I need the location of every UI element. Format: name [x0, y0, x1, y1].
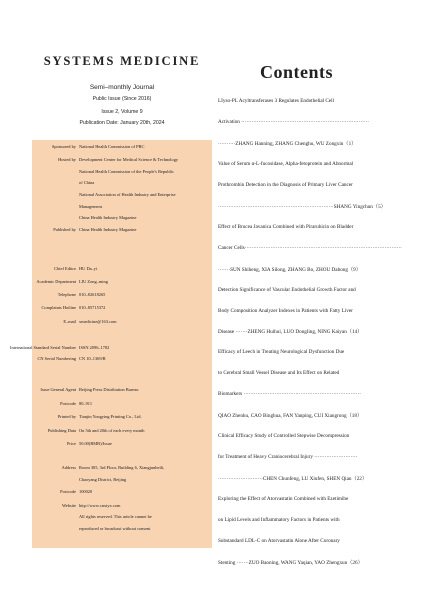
info-label: Issue General Agent — [40, 387, 76, 392]
info-value-line: Room 305, 3rd Floor, Building 6, Xiangjunbeili, — [79, 465, 165, 470]
info-value — [79, 414, 209, 420]
info-label: Postcode — [60, 489, 76, 494]
info-label: Printed by — [57, 414, 76, 419]
info-value — [79, 279, 209, 285]
rights-line: All rights reserved. This article cannot be — [79, 514, 152, 519]
info-label: Hosted by — [58, 157, 76, 162]
toc-line: Disease ·······ZHENG Huihui, LUO Dongling, NING Kaiyan（14） — [218, 329, 363, 336]
info-label: Complaints Hotline — [41, 305, 76, 310]
info-value — [79, 319, 209, 325]
info-value-line: ISSN 2096–1782 — [79, 345, 110, 350]
info-value-line: http://www.cnxtyx.com — [79, 503, 121, 508]
info-value-line: xmedicine@163.com — [79, 319, 117, 324]
toc-line: Biomarkers ···································································· — [218, 391, 361, 398]
info-label: Postcode — [60, 401, 76, 406]
toc-line: Exploring the Effect of Atorvastatin Combined with Ezetimibe — [218, 496, 349, 503]
info-value — [79, 345, 209, 351]
rights-notice — [79, 511, 209, 535]
info-value-line: 80–911 — [79, 401, 93, 406]
info-value-line: Management — [79, 203, 102, 209]
toc-line: QIAO Zhenhu, CAO Binghua, FAN Yanping, CUI Xiangrong（18） — [218, 413, 363, 420]
toc-line: LIyso-PL Acyltransferases 3 Regulates Endothelial Cell — [218, 98, 335, 104]
info-label: Academic Department — [36, 279, 76, 284]
info-value-line: 100020 — [79, 489, 93, 494]
info-value-line: 50.00(RMB)/Issue — [79, 441, 112, 446]
journal-frequency: Semi–monthly Journal — [89, 84, 155, 91]
toc-line: Substandard LDL-C on Atorvastatin Alone After Coronary — [218, 537, 340, 544]
toc-line: ···································································SHANG Yingchun（5） — [218, 203, 386, 210]
info-value — [79, 266, 209, 272]
issue-volume: Issue 2, Volume 9 — [101, 109, 143, 115]
info-label: Publishing Data — [47, 428, 76, 433]
publication-date: Publication Date: January 20th, 2024 — [79, 120, 165, 126]
toc-line: on Lipid Levels and Inflammatory Factors in Patients with — [218, 517, 340, 523]
info-value-line: Tianjin Yongying Printing Co., Ltd. — [79, 414, 142, 419]
journal-title: SYSTEMS MEDICINE — [43, 54, 201, 68]
info-value-line: Chaoyang District, Beijing — [79, 477, 127, 482]
info-label: Price — [66, 441, 76, 446]
info-value-line: CN 10–1369/R — [79, 356, 106, 361]
info-value-line: China Health Industry Magazine — [79, 227, 137, 232]
info-value-line: On 5th and 20th of each every month — [79, 428, 145, 433]
info-value — [79, 144, 209, 150]
info-value-line: 010–85715372 — [79, 305, 106, 310]
info-value — [79, 227, 209, 233]
toc-line: Body Composition Analyzer Indexes in Patients with Fatty Liver — [218, 307, 353, 314]
info-value — [79, 157, 209, 227]
info-value-line: National Association of Health Industry and Enterprise — [79, 192, 176, 198]
info-value — [79, 401, 209, 407]
contents-title: Contents — [260, 62, 334, 82]
info-value-line: National Health Commission of the People's Republic — [79, 168, 174, 174]
info-value — [79, 465, 209, 489]
toc-line: Value of Serum α-L-fucosidase, Alpha-fetoprotein and Abnormal — [218, 160, 354, 167]
toc-line: Prothrombin Detection in the Diagnosis of Primary Liver Cancer — [218, 181, 353, 188]
info-value-line: 010–82618265 — [79, 292, 106, 297]
info-value — [79, 292, 209, 298]
public-issue: Public Issue (Since 2016) — [92, 96, 152, 102]
rights-line: reproduced or broadcast without consent — [79, 526, 151, 531]
publication-info-box — [10, 140, 212, 548]
toc-line: Cancer Cells··························································································· — [218, 244, 402, 251]
info-value-line: Development Center for Medical Science & Technology — [79, 157, 179, 162]
toc-line: to Cerebral Small Vessel Disease and Its Effect on Related — [218, 370, 340, 377]
info-value — [79, 441, 209, 447]
info-label: CN Serial Numbering — [37, 356, 76, 361]
info-value-line: HU Da–yi — [79, 266, 98, 271]
info-label: Chief Editor — [54, 266, 76, 271]
toc-line: Effect of Brucea Javanica Combined with Pirarubicin on Bladder — [218, 223, 354, 230]
info-value — [79, 356, 209, 362]
info-label: Address — [61, 465, 76, 470]
info-value — [79, 305, 209, 311]
info-value-line: Beijing Press Distribution Bureau — [79, 387, 139, 392]
info-value — [79, 428, 209, 434]
info-value — [79, 387, 209, 393]
toc-line: ··························CHEN Chunfeng, LU Xiufen, SHEN Qian（22） — [218, 476, 368, 483]
info-label: Sponsored by — [51, 144, 76, 149]
info-value — [79, 489, 209, 495]
toc-line: Stenting ·······ZUO Baoning, WANG Yaqian, YAO Zhengxun（26） — [218, 559, 363, 566]
info-label: Telephone — [57, 292, 76, 297]
info-label: E–mail — [63, 319, 76, 324]
info-label: Published by — [53, 227, 76, 232]
toc-line: Clinical Efficacy Study of Controlled Stepwise Decompression — [218, 433, 350, 440]
toc-line: Activation ·········································································· — [218, 118, 370, 125]
toc-line: ··········ZHANG Hanning, ZHANG Chenghu, WU Zongxin（1） — [218, 140, 357, 147]
info-value — [79, 503, 209, 509]
info-label: International Standard Serial Number — [10, 345, 76, 350]
info-label: Website — [61, 503, 76, 508]
info-value-line: LIU Zong–ming — [79, 279, 108, 284]
toc-line: Detection Significance of Vascular Endothelial Growth Factor and — [218, 286, 356, 293]
info-value-line: of China — [79, 180, 95, 186]
toc-line: for Treatment of Heavy Craniocerebral Injury ························· — [218, 454, 358, 461]
info-value-line: China Health Industry Magazine — [79, 215, 137, 221]
toc-line: ·······SUN Shiheng, XIA Silong, ZHANG Bo, ZHOU Dabong（9） — [218, 266, 361, 273]
toc-line: Efficacy of Leech in Treating Neurological Dysfunction Due — [218, 349, 345, 356]
info-value-line: National Health Commission of PRC — [79, 144, 145, 149]
